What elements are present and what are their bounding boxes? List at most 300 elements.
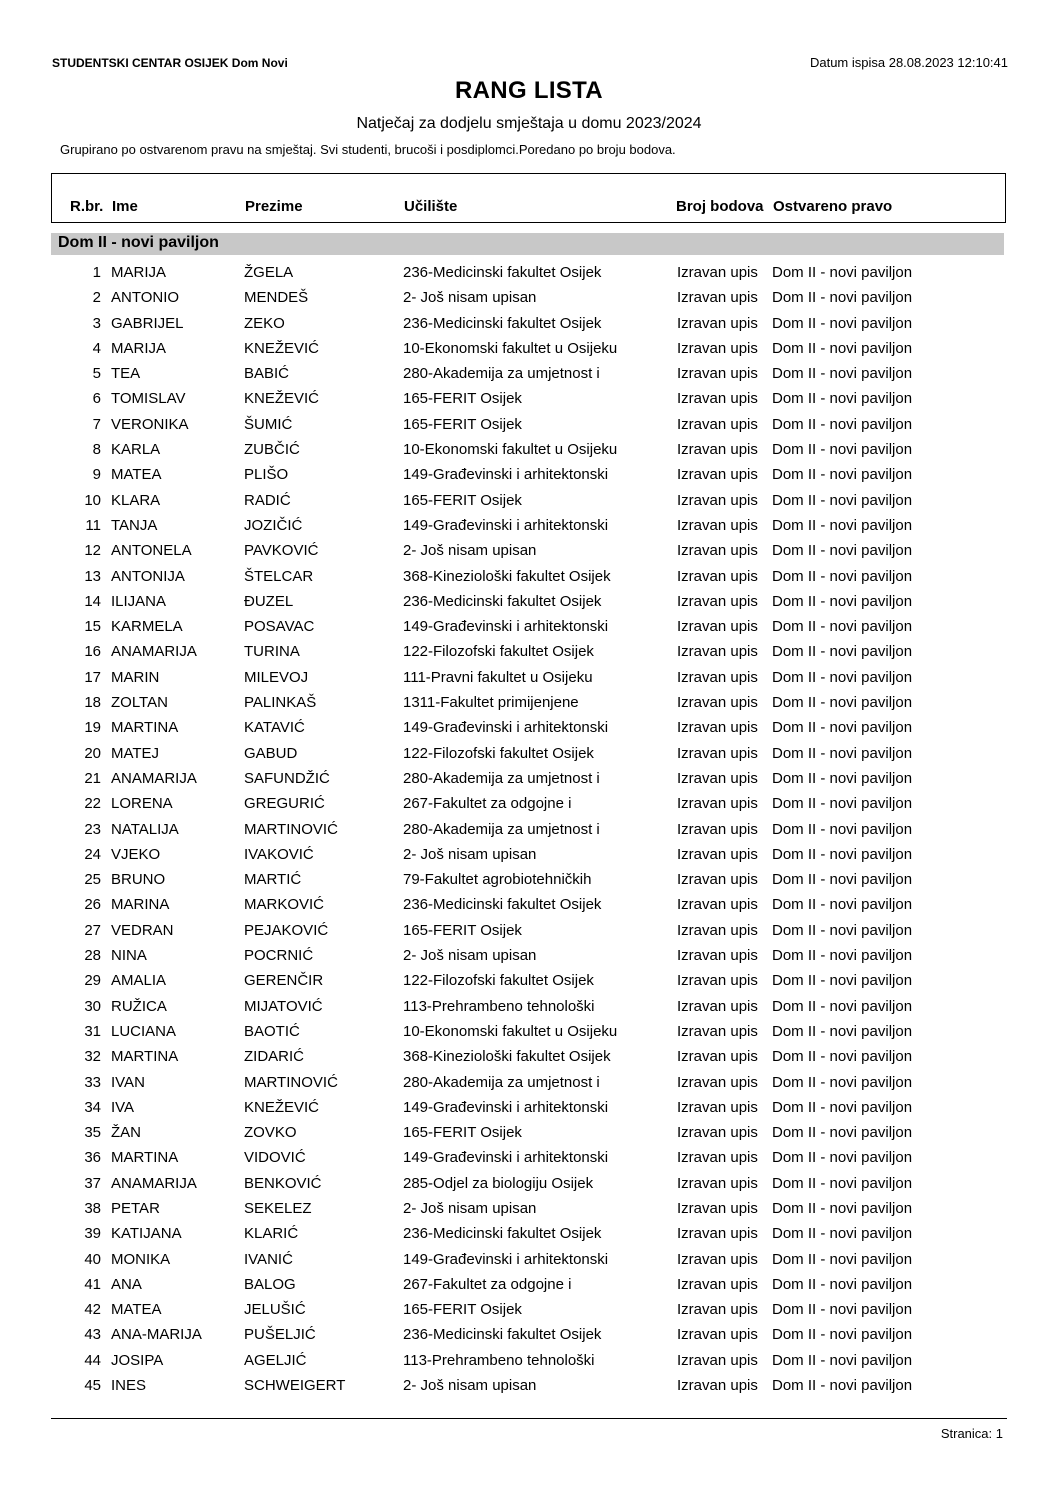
cell-bodovi: Izravan upis [677, 947, 758, 965]
cell-ime: ILIJANA [111, 592, 167, 610]
cell-pravo: Dom II - novi paviljon [772, 466, 913, 484]
table-row [0, 1375, 1058, 1400]
cell-rbr: 30 [84, 997, 101, 1015]
table-row [0, 894, 1058, 919]
table-row [0, 1097, 1058, 1122]
cell-prezime: BENKOVIĆ [244, 1174, 322, 1192]
cell-uciliste: 165-FERIT Osijek [403, 491, 522, 509]
cell-uciliste: 149-Građevinski i arhitektonski [403, 618, 609, 636]
cell-bodovi: Izravan upis [677, 542, 758, 560]
cell-pravo: Dom II - novi paviljon [772, 1351, 913, 1369]
cell-bodovi: Izravan upis [677, 694, 758, 712]
cell-rbr: 36 [84, 1149, 101, 1167]
cell-rbr: 22 [84, 795, 101, 813]
cell-ime: NINA [111, 947, 147, 965]
cell-bodovi: Izravan upis [677, 744, 758, 762]
cell-pravo: Dom II - novi paviljon [772, 668, 913, 686]
cell-bodovi: Izravan upis [677, 1048, 758, 1066]
cell-bodovi: Izravan upis [677, 896, 758, 914]
cell-ime: TANJA [111, 516, 158, 534]
cell-prezime: SCHWEIGERT [244, 1377, 346, 1395]
cell-pravo: Dom II - novi paviljon [772, 592, 913, 610]
cell-prezime: ŠTELCAR [244, 567, 314, 585]
cell-bodovi: Izravan upis [677, 820, 758, 838]
cell-uciliste: 1311-Fakultet primijenjene [403, 694, 579, 712]
cell-pravo: Dom II - novi paviljon [772, 1250, 913, 1268]
cell-pravo: Dom II - novi paviljon [772, 1124, 913, 1142]
cell-ime: MARTINA [111, 1149, 179, 1167]
cell-bodovi: Izravan upis [677, 415, 758, 433]
cell-pravo: Dom II - novi paviljon [772, 694, 913, 712]
header-prezime: Prezime [245, 198, 303, 215]
cell-pravo: Dom II - novi paviljon [772, 719, 913, 737]
cell-rbr: 1 [92, 264, 101, 281]
cell-prezime: SEKELEZ [244, 1199, 312, 1217]
cell-rbr: 34 [84, 1098, 101, 1116]
cell-bodovi: Izravan upis [677, 921, 758, 939]
cell-ime: KARMELA [111, 618, 183, 636]
cell-ime: NATALIJA [111, 820, 179, 838]
cell-prezime: KNEŽEVIĆ [244, 390, 320, 408]
cell-rbr: 3 [92, 314, 101, 332]
cell-rbr: 17 [84, 668, 101, 686]
cell-bodovi: Izravan upis [677, 289, 758, 307]
cell-bodovi: Izravan upis [677, 466, 758, 484]
cell-uciliste: 10-Ekonomski fakultet u Osijeku [403, 441, 618, 459]
header-rbr: R.br. [70, 198, 104, 215]
page-subtitle: Natječaj za dodjelu smještaja u domu 2023/2024 [356, 115, 702, 132]
group-label: Dom II - novi paviljon [58, 234, 219, 251]
cell-pravo: Dom II - novi paviljon [772, 390, 913, 408]
cell-bodovi: Izravan upis [677, 1275, 758, 1293]
cell-ime: INES [111, 1377, 147, 1395]
cell-bodovi: Izravan upis [677, 1174, 758, 1192]
header-bodovi: Broj bodova [676, 198, 764, 215]
cell-prezime: KLARIĆ [244, 1225, 299, 1243]
cell-rbr: 38 [84, 1199, 101, 1217]
cell-ime: ANTONIJA [111, 567, 185, 585]
cell-uciliste: 122-Filozofski fakultet Osijek [403, 972, 594, 990]
cell-uciliste: 280-Akademija za umjetnost i [403, 365, 600, 383]
cell-pravo: Dom II - novi paviljon [772, 997, 913, 1015]
cell-ime: MATEA [111, 1301, 162, 1319]
cell-uciliste: 165-FERIT Osijek [403, 921, 522, 939]
cell-uciliste: 267-Fakultet za odgojne i [403, 795, 572, 813]
cell-prezime: ZOVKO [244, 1124, 297, 1142]
cell-ime: MARIJA [111, 264, 167, 281]
table-row [0, 920, 1058, 945]
cell-rbr: 26 [84, 896, 101, 914]
cell-uciliste: 149-Građevinski i arhitektonski [403, 719, 609, 737]
cell-pravo: Dom II - novi paviljon [772, 491, 913, 509]
cell-bodovi: Izravan upis [677, 1098, 758, 1116]
cell-prezime: BAOTIĆ [244, 1022, 300, 1040]
cell-prezime: KATAVIĆ [244, 719, 305, 737]
table-row [0, 540, 1058, 565]
cell-ime: MARINA [111, 896, 170, 914]
cell-uciliste: 280-Akademija za umjetnost i [403, 1073, 600, 1091]
cell-prezime: MILEVOJ [244, 668, 309, 686]
cell-uciliste: 236-Medicinski fakultet Osijek [403, 264, 602, 281]
cell-rbr: 5 [92, 365, 101, 383]
cell-pravo: Dom II - novi paviljon [772, 1275, 913, 1293]
cell-prezime: AGELJIĆ [244, 1351, 307, 1369]
cell-pravo: Dom II - novi paviljon [772, 744, 913, 762]
cell-uciliste: 280-Akademija za umjetnost i [403, 769, 600, 787]
cell-rbr: 44 [84, 1351, 101, 1369]
table-row [0, 970, 1058, 995]
cell-pravo: Dom II - novi paviljon [772, 871, 913, 889]
cell-rbr: 19 [84, 719, 101, 737]
cell-uciliste: 2- Još nisam upisan [403, 947, 537, 965]
table-row [0, 490, 1058, 515]
cell-bodovi: Izravan upis [677, 769, 758, 787]
cell-prezime: PUŠELJIĆ [244, 1326, 316, 1344]
cell-prezime: ŠUMIĆ [244, 415, 293, 433]
cell-uciliste: 236-Medicinski fakultet Osijek [403, 592, 602, 610]
cell-ime: LUCIANA [111, 1022, 177, 1040]
cell-pravo: Dom II - novi paviljon [772, 415, 913, 433]
table-row [0, 388, 1058, 413]
cell-prezime: MENDEŠ [244, 289, 309, 307]
header-uciliste: Učilište [404, 198, 458, 215]
cell-rbr: 25 [84, 871, 101, 889]
cell-uciliste: 236-Medicinski fakultet Osijek [403, 1225, 602, 1243]
cell-ime: GABRIJEL [111, 314, 184, 332]
table-row [0, 262, 1058, 287]
cell-bodovi: Izravan upis [677, 1326, 758, 1344]
cell-uciliste: 10-Ekonomski fakultet u Osijeku [403, 1022, 618, 1040]
cell-rbr: 14 [84, 592, 101, 610]
cell-ime: ANA [111, 1275, 142, 1293]
cell-ime: VJEKO [111, 845, 161, 863]
cell-pravo: Dom II - novi paviljon [772, 542, 913, 560]
cell-bodovi: Izravan upis [677, 618, 758, 636]
cell-pravo: Dom II - novi paviljon [772, 365, 913, 383]
print-date: Datum ispisa 28.08.2023 12:10:41 [809, 55, 1008, 70]
cell-ime: MARTINA [111, 1048, 179, 1066]
cell-bodovi: Izravan upis [677, 1250, 758, 1268]
cell-pravo: Dom II - novi paviljon [772, 1073, 913, 1091]
cell-ime: MARIJA [111, 339, 167, 357]
cell-uciliste: 2- Još nisam upisan [403, 542, 537, 560]
cell-uciliste: 236-Medicinski fakultet Osijek [403, 1326, 602, 1344]
cell-pravo: Dom II - novi paviljon [772, 516, 913, 534]
cell-uciliste: 2- Još nisam upisan [403, 1377, 537, 1395]
cell-prezime: JOZIČIĆ [244, 516, 303, 534]
cell-ime: AMALIA [111, 972, 167, 990]
cell-pravo: Dom II - novi paviljon [772, 795, 913, 813]
cell-prezime: ZIDARIĆ [244, 1048, 304, 1066]
cell-pravo: Dom II - novi paviljon [772, 1225, 913, 1243]
cell-bodovi: Izravan upis [677, 1301, 758, 1319]
header-pravo: Ostvareno pravo [773, 198, 893, 215]
table-row [0, 1223, 1058, 1248]
cell-ime: MARTINA [111, 719, 179, 737]
cell-bodovi: Izravan upis [677, 314, 758, 332]
page-number: Stranica: 1 [940, 1426, 1003, 1441]
cell-pravo: Dom II - novi paviljon [772, 643, 913, 661]
cell-pravo: Dom II - novi paviljon [772, 769, 913, 787]
cell-bodovi: Izravan upis [677, 264, 758, 281]
cell-uciliste: 149-Građevinski i arhitektonski [403, 1250, 609, 1268]
cell-prezime: PAVKOVIĆ [244, 542, 319, 560]
cell-ime: MONIKA [111, 1250, 171, 1268]
table-row [0, 464, 1058, 489]
cell-prezime: ZEKO [244, 314, 285, 332]
cell-bodovi: Izravan upis [677, 339, 758, 357]
cell-prezime: POCRNIĆ [244, 947, 314, 965]
cell-uciliste: 2- Još nisam upisan [403, 845, 537, 863]
cell-prezime: BABIĆ [244, 365, 290, 383]
cell-uciliste: 149-Građevinski i arhitektonski [403, 516, 609, 534]
cell-ime: JOSIPA [111, 1351, 164, 1369]
cell-rbr: 20 [84, 744, 101, 762]
cell-prezime: PALINKAŠ [244, 694, 317, 712]
cell-pravo: Dom II - novi paviljon [772, 1377, 913, 1395]
cell-uciliste: 122-Filozofski fakultet Osijek [403, 643, 594, 661]
cell-prezime: GERENČIR [244, 972, 324, 990]
cell-bodovi: Izravan upis [677, 1149, 758, 1167]
cell-ime: IVA [111, 1098, 135, 1116]
table-row [0, 313, 1058, 338]
table-row [0, 439, 1058, 464]
cell-prezime: GREGURIĆ [244, 795, 325, 813]
cell-prezime: IVANIĆ [244, 1250, 293, 1268]
cell-prezime: ĐUZEL [244, 592, 294, 610]
table-row [0, 287, 1058, 312]
cell-ime: PETAR [111, 1199, 160, 1217]
cell-prezime: RADIĆ [244, 491, 291, 509]
cell-uciliste: 280-Akademija za umjetnost i [403, 820, 600, 838]
cell-ime: ANAMARIJA [111, 643, 197, 661]
cell-pravo: Dom II - novi paviljon [772, 1048, 913, 1066]
cell-rbr: 33 [84, 1073, 101, 1091]
table-row [0, 1021, 1058, 1046]
cell-prezime: KNEŽEVIĆ [244, 339, 320, 357]
table-row [0, 1173, 1058, 1198]
cell-pravo: Dom II - novi paviljon [772, 1149, 913, 1167]
cell-pravo: Dom II - novi paviljon [772, 845, 913, 863]
cell-rbr: 29 [84, 972, 101, 990]
cell-bodovi: Izravan upis [677, 643, 758, 661]
table-row [0, 1299, 1058, 1324]
cell-rbr: 40 [84, 1250, 101, 1268]
cell-ime: VEDRAN [111, 921, 174, 939]
cell-rbr: 45 [84, 1377, 101, 1395]
cell-bodovi: Izravan upis [677, 441, 758, 459]
cell-pravo: Dom II - novi paviljon [772, 264, 913, 281]
cell-uciliste: 236-Medicinski fakultet Osijek [403, 896, 602, 914]
table-row [0, 1147, 1058, 1172]
cell-uciliste: 165-FERIT Osijek [403, 1124, 522, 1142]
cell-ime: ŽAN [111, 1124, 141, 1142]
table-row [0, 768, 1058, 793]
cell-prezime: MARKOVIĆ [244, 896, 325, 914]
cell-prezime: MARTINOVIĆ [244, 1073, 338, 1091]
table-row [0, 1198, 1058, 1223]
table-row [0, 1324, 1058, 1349]
cell-bodovi: Izravan upis [677, 997, 758, 1015]
cell-prezime: ZUBČIĆ [244, 441, 300, 459]
header-ime: Ime [112, 198, 138, 215]
cell-rbr: 2 [92, 289, 101, 307]
cell-pravo: Dom II - novi paviljon [772, 1301, 913, 1319]
cell-rbr: 18 [84, 694, 101, 712]
cell-uciliste: 165-FERIT Osijek [403, 390, 522, 408]
cell-pravo: Dom II - novi paviljon [772, 1199, 913, 1217]
table-row [0, 996, 1058, 1021]
cell-rbr: 9 [92, 466, 101, 484]
cell-prezime: MARTIĆ [244, 871, 302, 889]
cell-pravo: Dom II - novi paviljon [772, 972, 913, 990]
cell-rbr: 32 [84, 1048, 101, 1066]
cell-pravo: Dom II - novi paviljon [772, 1022, 913, 1040]
cell-bodovi: Izravan upis [677, 1351, 758, 1369]
cell-uciliste: 236-Medicinski fakultet Osijek [403, 314, 602, 332]
cell-ime: ANAMARIJA [111, 1174, 197, 1192]
cell-pravo: Dom II - novi paviljon [772, 289, 913, 307]
cell-pravo: Dom II - novi paviljon [772, 618, 913, 636]
cell-bodovi: Izravan upis [677, 365, 758, 383]
cell-rbr: 12 [84, 542, 101, 560]
cell-pravo: Dom II - novi paviljon [772, 314, 913, 332]
cell-uciliste: 113-Prehrambeno tehnološki [403, 1351, 595, 1369]
cell-ime: MATEJ [111, 744, 160, 762]
cell-bodovi: Izravan upis [677, 390, 758, 408]
cell-uciliste: 149-Građevinski i arhitektonski [403, 1098, 609, 1116]
cell-rbr: 27 [84, 921, 101, 939]
cell-rbr: 42 [84, 1301, 101, 1319]
cell-rbr: 4 [92, 339, 101, 357]
cell-bodovi: Izravan upis [677, 1022, 758, 1040]
cell-pravo: Dom II - novi paviljon [772, 921, 913, 939]
cell-bodovi: Izravan upis [677, 871, 758, 889]
cell-ime: KARLA [111, 441, 161, 459]
table-row [0, 515, 1058, 540]
cell-bodovi: Izravan upis [677, 845, 758, 863]
cell-ime: MARIN [111, 668, 160, 686]
cell-rbr: 24 [84, 845, 101, 863]
cell-prezime: SAFUNDŽIĆ [244, 769, 330, 787]
table-header [51, 173, 1006, 223]
cell-uciliste: 149-Građevinski i arhitektonski [403, 466, 609, 484]
cell-rbr: 28 [84, 947, 101, 965]
cell-uciliste: 2- Još nisam upisan [403, 289, 537, 307]
cell-ime: BRUNO [111, 871, 166, 889]
cell-bodovi: Izravan upis [677, 1377, 758, 1395]
cell-ime: ANTONELA [111, 542, 192, 560]
cell-rbr: 31 [84, 1022, 101, 1040]
cell-pravo: Dom II - novi paviljon [772, 441, 913, 459]
cell-ime: RUŽICA [111, 997, 167, 1015]
cell-bodovi: Izravan upis [677, 1225, 758, 1243]
cell-bodovi: Izravan upis [677, 567, 758, 585]
cell-ime: ANAMARIJA [111, 769, 197, 787]
cell-prezime: KNEŽEVIĆ [244, 1098, 320, 1116]
cell-uciliste: 165-FERIT Osijek [403, 415, 522, 433]
cell-rbr: 39 [84, 1225, 101, 1243]
cell-rbr: 43 [84, 1326, 101, 1344]
cell-bodovi: Izravan upis [677, 972, 758, 990]
cell-bodovi: Izravan upis [677, 719, 758, 737]
cell-ime: ANA-MARIJA [111, 1326, 202, 1344]
cell-ime: TOMISLAV [111, 390, 186, 408]
cell-pravo: Dom II - novi paviljon [772, 1098, 913, 1116]
cell-uciliste: 285-Odjel za biologiju Osijek [403, 1174, 594, 1192]
table-row [0, 1249, 1058, 1274]
cell-prezime: PEJAKOVIĆ [244, 921, 329, 939]
cell-rbr: 23 [84, 820, 101, 838]
cell-uciliste: 368-Kineziološki fakultet Osijek [403, 567, 611, 585]
cell-ime: MATEA [111, 466, 162, 484]
cell-rbr: 41 [84, 1275, 101, 1293]
institution-name: STUDENTSKI CENTAR OSIJEK Dom Novi [52, 56, 288, 70]
cell-prezime: BALOG [244, 1275, 296, 1293]
table-row [0, 414, 1058, 439]
cell-prezime: ŽGELA [244, 264, 294, 281]
table-row [0, 1046, 1058, 1071]
table-row [0, 1072, 1058, 1097]
cell-ime: ZOLTAN [111, 694, 168, 712]
cell-prezime: PLIŠO [244, 466, 289, 484]
cell-uciliste: 10-Ekonomski fakultet u Osijeku [403, 339, 618, 357]
cell-ime: ANTONIO [111, 289, 180, 307]
table-row [0, 743, 1058, 768]
cell-uciliste: 2- Još nisam upisan [403, 1199, 537, 1217]
table-row [0, 667, 1058, 692]
cell-rbr: 6 [92, 390, 101, 408]
cell-prezime: VIDOVIĆ [244, 1149, 306, 1167]
table-row [0, 1274, 1058, 1299]
cell-uciliste: 111-Pravni fakultet u Osijeku [403, 668, 593, 686]
cell-uciliste: 79-Fakultet agrobiotehničkih [403, 871, 592, 889]
cell-bodovi: Izravan upis [677, 516, 758, 534]
cell-bodovi: Izravan upis [677, 795, 758, 813]
cell-prezime: MIJATOVIĆ [244, 997, 323, 1015]
cell-rbr: 16 [84, 643, 101, 661]
cell-prezime: GABUD [244, 744, 298, 762]
table-row [0, 844, 1058, 869]
cell-prezime: JELUŠIĆ [244, 1301, 306, 1319]
cell-pravo: Dom II - novi paviljon [772, 567, 913, 585]
ranking-table-body [0, 262, 1058, 1400]
cell-pravo: Dom II - novi paviljon [772, 820, 913, 838]
cell-rbr: 11 [85, 516, 101, 534]
cell-uciliste: 113-Prehrambeno tehnološki [403, 997, 595, 1015]
cell-rbr: 35 [84, 1124, 101, 1142]
cell-ime: TEA [111, 365, 141, 383]
cell-uciliste: 165-FERIT Osijek [403, 1301, 522, 1319]
cell-uciliste: 122-Filozofski fakultet Osijek [403, 744, 594, 762]
cell-bodovi: Izravan upis [677, 1073, 758, 1091]
cell-bodovi: Izravan upis [677, 491, 758, 509]
cell-ime: VERONIKA [111, 415, 189, 433]
cell-rbr: 7 [92, 415, 101, 433]
table-row [0, 793, 1058, 818]
table-row [0, 591, 1058, 616]
cell-bodovi: Izravan upis [677, 1124, 758, 1142]
table-row [0, 819, 1058, 844]
table-row [0, 717, 1058, 742]
cell-pravo: Dom II - novi paviljon [772, 947, 913, 965]
table-row [0, 566, 1058, 591]
cell-bodovi: Izravan upis [677, 592, 758, 610]
table-row [0, 641, 1058, 666]
cell-pravo: Dom II - novi paviljon [772, 339, 913, 357]
table-row [0, 1122, 1058, 1147]
cell-uciliste: 149-Građevinski i arhitektonski [403, 1149, 609, 1167]
